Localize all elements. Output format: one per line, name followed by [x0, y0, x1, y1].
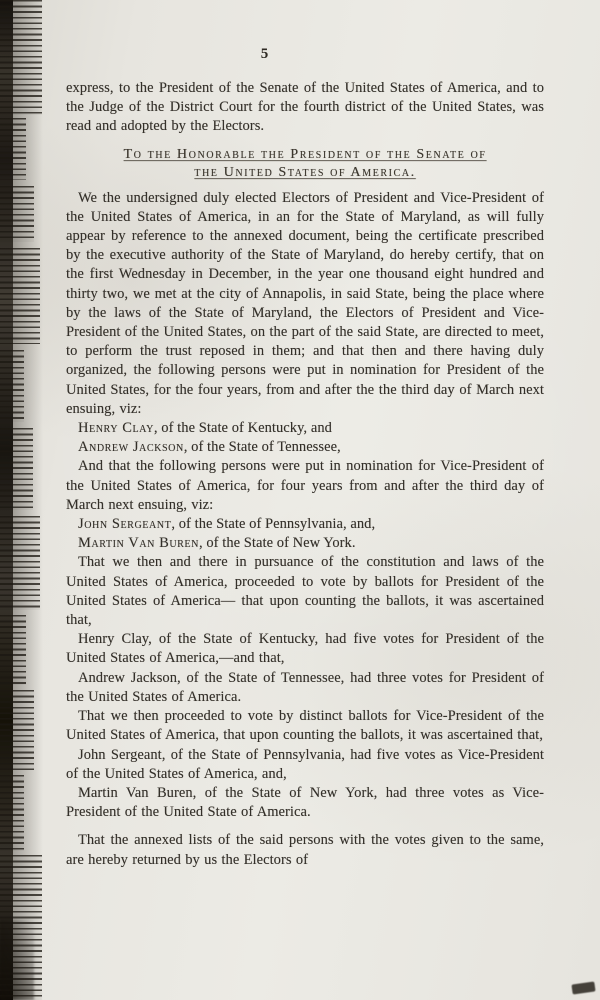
nominee-name: Martin Van Buren — [78, 535, 199, 552]
president-nominee-jackson — [66, 438, 544, 457]
nominee-detail: , of the State of Pennsylvania, and, — [171, 516, 376, 533]
edge-stripe-artifact — [0, 248, 40, 344]
nominee-name: Andrew Jackson — [78, 439, 184, 456]
edge-stripe-artifact — [0, 690, 34, 770]
edge-stripe-artifact — [0, 0, 42, 115]
page-content — [66, 46, 544, 870]
president-ballot-paragraph: That we then and there in pursuance of the constitution and laws of the United States of America, proceeded to vote by ballots for President of the United States of America— that upon counting the ballots, it was ascertained that, — [66, 554, 544, 629]
vp-ballot-paragraph: That we then proceeded to vote by distinct ballots for Vice-President of the United States of America, that upon counting the ballots, it was ascertained that, — [66, 708, 544, 744]
nominee-detail: , of the State of Kentucky, and — [153, 420, 332, 437]
vp-nominee-sergeant — [66, 515, 544, 534]
scan-blotch-bottom-left — [0, 920, 34, 1000]
intro-paragraph: express, to the President of the Senate of the United States of America, and to the Judge of the District Court for the fourth district of the United States, was read and adopted by the Electors. — [66, 80, 544, 135]
nominee-name: John Sergeant — [78, 516, 172, 533]
sergeant-votes-paragraph: John Sergeant, of the State of Pennsylvania, had five votes as Vice-President of the United States of America, and, — [66, 746, 544, 782]
address-heading-line2: the United States of America. — [194, 164, 416, 180]
edge-stripe-artifact — [0, 428, 33, 510]
nominee-name: Henry Clay — [78, 420, 154, 437]
edge-stripe-artifact — [0, 186, 34, 242]
vp-nomination-paragraph: And that the following persons were put in nomination for Vice-President of the United States of America, for four years from and after the third day of March next ensuing, viz: — [66, 458, 544, 513]
vanburen-votes-paragraph: Martin Van Buren, of the State of New York, had three votes as Vice-President of the United State of America. — [66, 784, 544, 821]
edge-stripe-artifact — [0, 516, 40, 610]
nominee-detail: , of the State of New York. — [198, 535, 356, 552]
president-nominee-clay — [66, 419, 544, 438]
vp-nominee-vanburen — [66, 534, 544, 553]
clay-votes-paragraph: Henry Clay, of the State of Kentucky, had five votes for President of the United States of America,—and that, — [66, 631, 544, 667]
address-heading — [66, 146, 544, 182]
nominee-detail: , of the State of Tennessee, — [183, 439, 341, 456]
edge-stripe-artifact — [0, 615, 26, 685]
edge-stripe-artifact — [0, 775, 24, 851]
certification-paragraph: We the undersigned duly elected Electors of President and Vice-President of the United States of America, in an for the State of Maryland, as will fully appear by reference to the annexed document, being the certificate prescribed by the executive authority of the State of Maryland, do hereby certify, that on the first Wednesday in December, in the year one thousand eight hundred and thirty two, we met at the city of Annapolis, in said State, being the place where by the laws of the State of Maryland, the Electors of President and Vice-President of the United States, on the part of the said State, are directed to meet, to perform the trust reposed in them; and that then and there having duly organized, the following persons were put in nomination for President of the United States, for the four years, from and after the the third day of March next ensuing, viz: — [66, 189, 544, 417]
jackson-votes-paragraph: Andrew Jackson, of the State of Tennessee, had three votes for President of the United States of America. — [66, 669, 544, 705]
edge-stripe-artifact — [0, 118, 26, 180]
scan-mark-bottom-right — [571, 981, 595, 994]
edge-stripe-artifact — [0, 350, 24, 422]
closing-paragraph: That the annexed lists of the said persons with the votes given to the same, are hereby returned by us the Electors of — [66, 832, 544, 868]
page-number: 5 — [260, 46, 270, 62]
address-heading-line1: To the Honorable the President of the Senate of — [123, 146, 487, 162]
